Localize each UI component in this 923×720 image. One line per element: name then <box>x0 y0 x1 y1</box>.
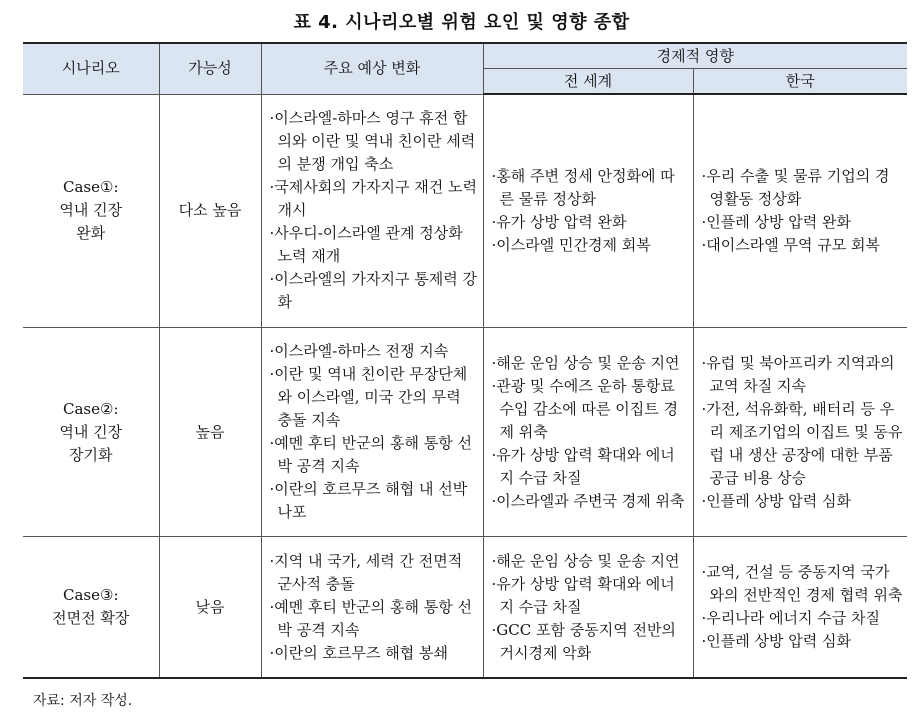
list-item: ·이스라엘과 주변국 경제 위축 <box>491 491 685 510</box>
list-item: ·이란의 호르무즈 해협 봉쇄 <box>269 643 448 662</box>
header-scenario: 시나리오 <box>23 43 159 94</box>
list-item: ·이란 및 역내 친이란 무장단체와 이스라엘, 미국 간의 무력 충돌 지속 <box>269 365 468 429</box>
list-item: ·유럽 및 북아프리카 지역과의 교역 차질 지속 <box>701 353 895 395</box>
scenario-cell: Case③: 전면전 확장 <box>23 537 159 679</box>
list-item: ·인플레 상방 압력 완화 <box>701 213 851 231</box>
header-likelihood: 가능성 <box>159 43 261 94</box>
korea-impact-cell <box>693 94 907 328</box>
list-item: ·교역, 건설 등 중동지역 국가와의 전반적인 경제 협력 위축 <box>701 563 903 604</box>
changes-cell <box>261 328 483 537</box>
list-item: ·유가 상방 압력 완화 <box>491 213 627 231</box>
list-item: ·해운 운임 상승 및 운송 지연 <box>491 551 680 570</box>
likelihood-cell: 다소 높음 <box>159 94 261 328</box>
list-item: ·이스라엘 민간경제 회복 <box>491 236 651 254</box>
korea-impact-cell <box>693 328 907 537</box>
header-economic: 경제적 영향 <box>483 43 907 69</box>
scenario-risk-table <box>23 42 907 679</box>
list-item: ·지역 내 국가, 세력 간 전면적 군사적 충돌 <box>269 551 463 593</box>
list-item: ·유가 상방 압력 확대와 에너지 수급 차질 <box>491 445 675 487</box>
list-item: ·사우디-이스라엘 관계 정상화 노력 재개 <box>269 224 463 266</box>
table-title: 표 4. 시나리오별 위험 요인 및 영향 종합 <box>293 12 630 33</box>
changes-cell <box>261 537 483 679</box>
list-item: ·우리나라 에너지 수급 차질 <box>701 609 880 627</box>
list-item: ·이스라엘-하마스 영구 휴전 합의와 이란 및 역내 친이란 세력의 분쟁 개입 축소 <box>269 109 476 174</box>
list-item: ·해운 운임 상승 및 운송 지연 <box>491 353 680 372</box>
list-item: ·예멘 후티 반군의 홍해 통항 선박 공격 지속 <box>269 434 472 475</box>
list-item: ·우리 수출 및 물류 기업의 경영활동 정상화 <box>701 167 890 208</box>
korea-impact-cell <box>693 537 907 679</box>
list-item: ·인플레 상방 압력 심화 <box>701 491 851 510</box>
changes-cell <box>261 94 483 328</box>
table-row <box>23 537 907 679</box>
world-impact-cell <box>483 537 693 679</box>
likelihood-cell: 높음 <box>159 328 261 537</box>
scenario-cell: Case①: 역내 긴장 완화 <box>23 94 159 328</box>
table-row <box>23 94 907 328</box>
scenario-cell: Case②: 역내 긴장 장기화 <box>23 328 159 537</box>
list-item: ·이스라엘-하마스 전쟁 지속 <box>269 342 449 360</box>
world-impact-cell <box>483 328 693 537</box>
header-korea: 한국 <box>693 69 907 95</box>
list-item: ·국제사회의 가자지구 재건 노력 개시 <box>269 178 477 220</box>
list-item: ·홍해 주변 정세 안정화에 따른 물류 정상화 <box>491 167 675 208</box>
likelihood-cell: 낮음 <box>159 537 261 679</box>
header-world: 전 세계 <box>483 69 693 95</box>
list-item: ·이스라엘의 가자지구 통제력 강화 <box>269 270 477 312</box>
list-item: ·관광 및 수에즈 운하 통항료 수입 감소에 따른 이집트 경제 위축 <box>491 376 678 441</box>
source-note: 자료: 저자 작성. <box>33 693 133 709</box>
header-changes: 주요 예상 변화 <box>261 43 483 94</box>
list-item: ·가전, 석유화학, 배터리 등 우리 제조기업의 이집트 및 동유럽 내 생산 공장에 대한 부품 공급 비용 상승 <box>701 399 903 487</box>
list-item: ·GCC 포함 중동지역 전반의 거시경제 악화 <box>491 620 676 662</box>
list-item: ·예멘 후티 반군의 홍해 통항 선박 공격 지속 <box>269 597 472 639</box>
list-item: ·이란의 호르무즈 해협 내 선박 나포 <box>269 480 468 521</box>
list-item: ·인플레 상방 압력 심화 <box>701 632 851 650</box>
list-item: ·유가 상방 압력 확대와 에너지 수급 차질 <box>491 574 675 616</box>
list-item: ·대이스라엘 무역 규모 회복 <box>701 236 880 254</box>
table-row <box>23 328 907 537</box>
world-impact-cell <box>483 94 693 328</box>
